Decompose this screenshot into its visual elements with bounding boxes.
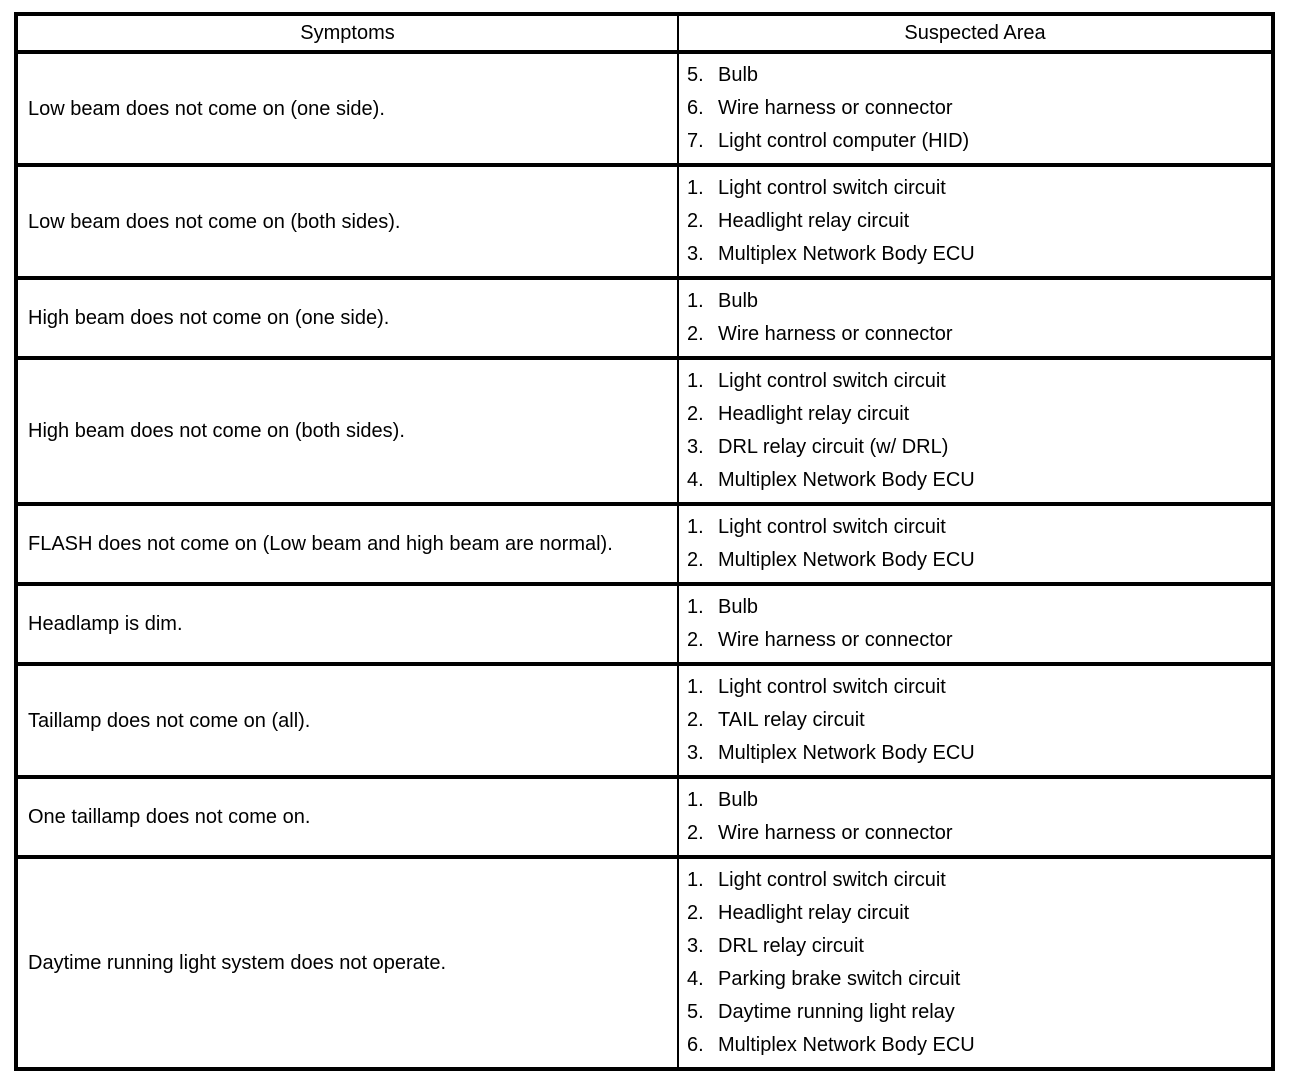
item-number: 2. (687, 902, 704, 924)
suspected-area-cell (678, 504, 1273, 584)
item-number: 1. (687, 516, 704, 538)
suspected-area-item (679, 897, 1271, 930)
item-label: Wire harness or connector (718, 822, 953, 844)
item-label: Headlight relay circuit (718, 902, 910, 924)
table-row (16, 165, 1273, 278)
item-label: Multiplex Network Body ECU (718, 469, 975, 491)
item-number: 2. (687, 403, 704, 425)
item-label: Headlight relay circuit (718, 403, 910, 425)
symptoms-suspected-area-table (14, 12, 1275, 1071)
suspected-area-item (679, 285, 1271, 318)
symptom-cell (16, 857, 678, 1069)
item-number: 6. (687, 1034, 704, 1056)
suspected-area-item (679, 125, 1271, 158)
symptom-text: FLASH does not come on (Low beam and high beam are normal). (28, 533, 613, 555)
item-label: Light control switch circuit (718, 676, 946, 698)
suspected-area-item (679, 1029, 1271, 1062)
suspected-area-item (679, 591, 1271, 624)
item-number: 1. (687, 676, 704, 698)
suspected-area-cell (678, 165, 1273, 278)
item-label: Bulb (718, 789, 759, 811)
table-row (16, 504, 1273, 584)
suspected-area-item (679, 238, 1271, 271)
item-label: Multiplex Network Body ECU (718, 243, 975, 265)
table-row (16, 278, 1273, 358)
item-number: 1. (687, 789, 704, 811)
suspected-area-cell (678, 664, 1273, 777)
table-row (16, 584, 1273, 664)
suspected-area-item (679, 172, 1271, 205)
symptom-cell (16, 664, 678, 777)
symptom-text: High beam does not come on (one side). (28, 307, 390, 329)
symptom-text: Low beam does not come on (both sides). (28, 210, 401, 233)
symptom-text: One taillamp does not come on. (28, 806, 311, 828)
item-label: Multiplex Network Body ECU (718, 549, 975, 571)
suspected-area-item (679, 624, 1271, 657)
table-row (16, 664, 1273, 777)
suspected-area-item (679, 365, 1271, 398)
table-row (16, 777, 1273, 857)
symptom-cell (16, 504, 678, 584)
item-label: Headlight relay circuit (718, 210, 910, 232)
item-label: Multiplex Network Body ECU (718, 1034, 975, 1056)
suspected-area-item (679, 864, 1271, 897)
item-label: Light control switch circuit (718, 869, 946, 891)
symptom-cell (16, 358, 678, 504)
suspected-area-item (679, 784, 1271, 817)
symptom-cell (16, 584, 678, 664)
item-label: Daytime running light relay (718, 1001, 955, 1023)
suspected-area-item (679, 92, 1271, 125)
symptom-cell (16, 165, 678, 278)
table-row (16, 857, 1273, 1069)
suspected-area-item (679, 930, 1271, 963)
item-number: 6. (687, 97, 704, 119)
item-number: 2. (687, 822, 704, 844)
item-label: Light control computer (HID) (718, 130, 970, 152)
table-row (16, 52, 1273, 165)
item-label: Light control switch circuit (718, 370, 946, 392)
item-label: Wire harness or connector (718, 629, 953, 651)
header-row (16, 14, 1273, 52)
item-number: 3. (687, 436, 704, 458)
item-number: 2. (687, 629, 704, 651)
item-label: Light control switch circuit (718, 516, 946, 538)
symptom-text: Headlamp is dim. (28, 613, 183, 635)
item-number: 1. (687, 177, 704, 199)
suspected-area-item (679, 737, 1271, 770)
suspected-area-cell (678, 857, 1273, 1069)
item-label: Bulb (718, 64, 759, 86)
symptom-cell (16, 777, 678, 857)
suspected-area-cell (678, 278, 1273, 358)
suspected-area-item (679, 544, 1271, 577)
suspected-area-item (679, 704, 1271, 737)
suspected-area-item (679, 205, 1271, 238)
item-label: DRL relay circuit (718, 935, 864, 957)
suspected-area-item (679, 431, 1271, 464)
item-label: Parking brake switch circuit (718, 968, 961, 990)
item-number: 4. (687, 968, 704, 990)
suspected-area-cell (678, 358, 1273, 504)
item-number: 1. (687, 596, 704, 618)
suspected-area-cell (678, 777, 1273, 857)
item-label: TAIL relay circuit (718, 709, 865, 731)
item-number: 2. (687, 210, 704, 232)
item-number: 1. (687, 869, 704, 891)
item-number: 7. (687, 130, 704, 152)
item-label: Bulb (718, 596, 759, 618)
item-number: 2. (687, 709, 704, 731)
suspected-area-item (679, 318, 1271, 351)
table-row (16, 358, 1273, 504)
item-number: 4. (687, 469, 704, 491)
column-header-symptoms: Symptoms (16, 14, 678, 52)
item-label: Multiplex Network Body ECU (718, 742, 975, 764)
suspected-area-cell (678, 584, 1273, 664)
suspected-area-item (679, 59, 1271, 92)
column-header-suspected-area: Suspected Area (678, 14, 1273, 52)
item-number: 3. (687, 243, 704, 265)
symptom-cell (16, 278, 678, 358)
symptom-cell (16, 52, 678, 165)
item-label: Wire harness or connector (718, 323, 953, 345)
item-label: Wire harness or connector (718, 97, 953, 119)
item-label: Bulb (718, 290, 759, 312)
item-number: 5. (687, 64, 704, 86)
item-number: 2. (687, 323, 704, 345)
item-number: 5. (687, 1001, 704, 1023)
diagnostic-table-container (14, 12, 1275, 1071)
suspected-area-item (679, 817, 1271, 850)
symptom-text: Taillamp does not come on (all). (28, 709, 311, 732)
suspected-area-item (679, 464, 1271, 497)
symptom-text: Low beam does not come on (one side). (28, 97, 385, 120)
suspected-area-cell (678, 52, 1273, 165)
item-number: 3. (687, 935, 704, 957)
item-number: 1. (687, 370, 704, 392)
suspected-area-item (679, 996, 1271, 1029)
symptom-text: High beam does not come on (both sides). (28, 420, 405, 442)
suspected-area-item (679, 671, 1271, 704)
suspected-area-item (679, 398, 1271, 431)
item-label: DRL relay circuit (w/ DRL) (718, 436, 949, 458)
suspected-area-item (679, 963, 1271, 996)
symptom-text: Daytime running light system does not operate. (28, 952, 446, 974)
item-label: Light control switch circuit (718, 177, 946, 199)
suspected-area-item (679, 511, 1271, 544)
item-number: 2. (687, 549, 704, 571)
item-number: 1. (687, 290, 704, 312)
item-number: 3. (687, 742, 704, 764)
